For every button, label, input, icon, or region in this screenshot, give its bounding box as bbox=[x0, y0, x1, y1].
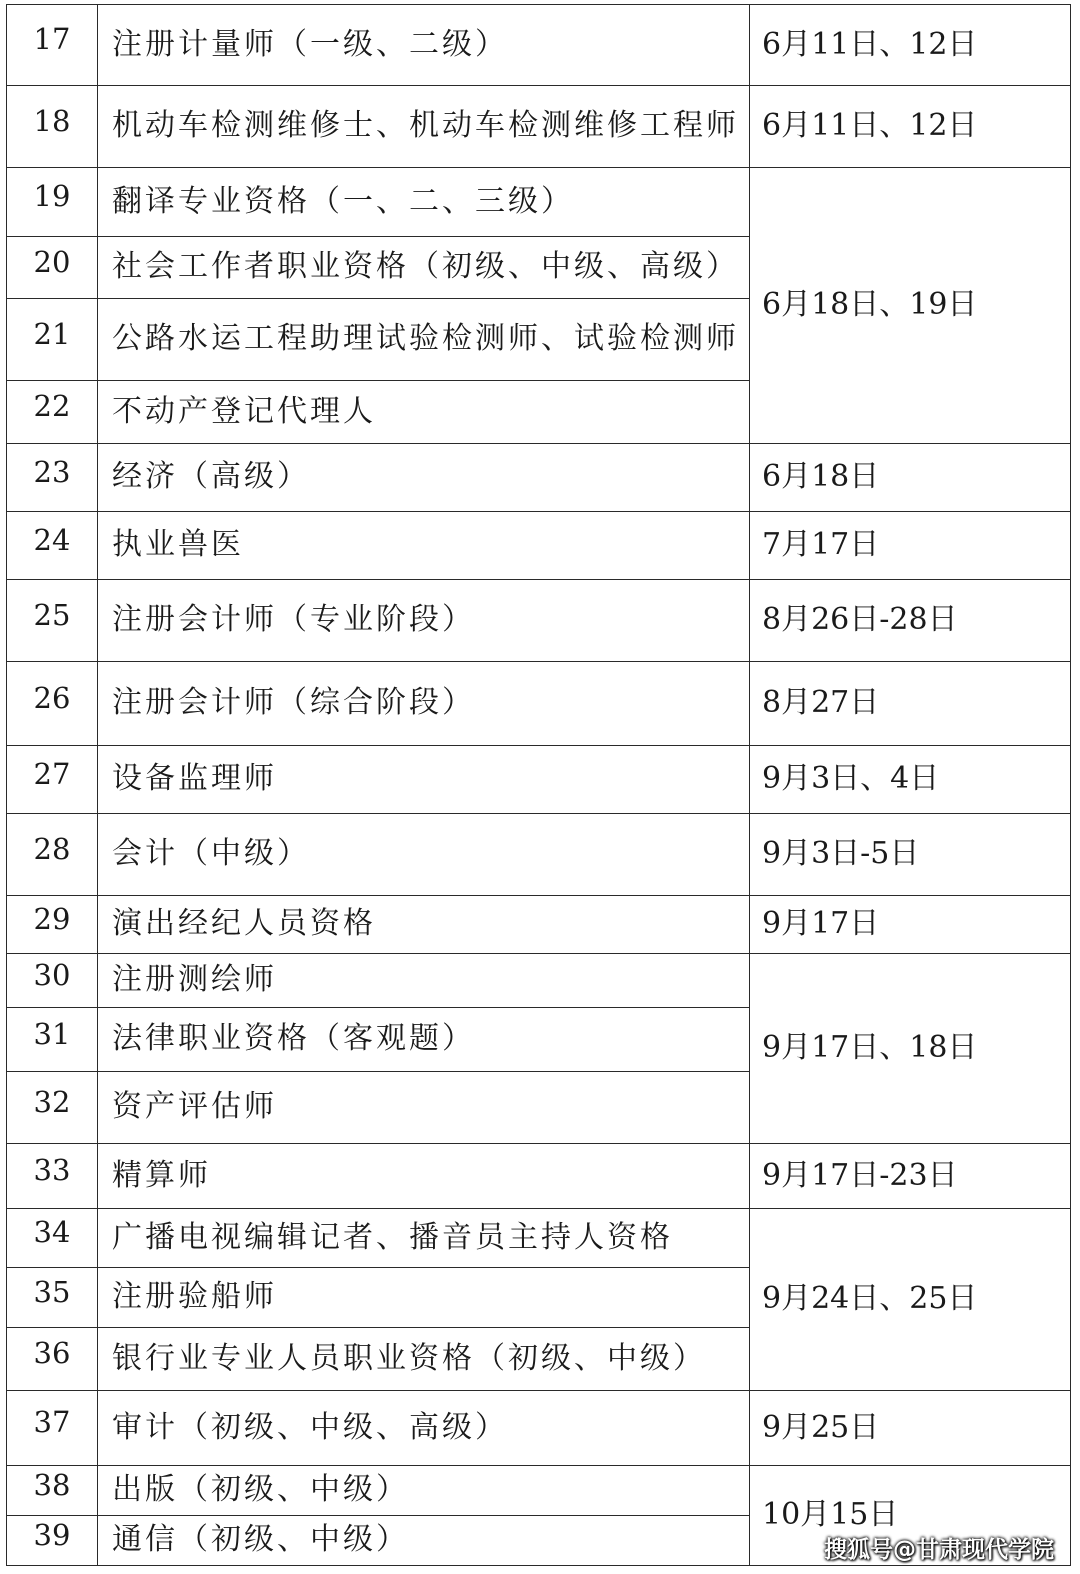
table-row bbox=[7, 1466, 1071, 1516]
table-row bbox=[7, 1391, 1071, 1466]
row-number: 17 bbox=[7, 5, 98, 86]
exam-date: 9月25日 bbox=[750, 1391, 1071, 1466]
row-number: 36 bbox=[7, 1328, 98, 1391]
row-number: 35 bbox=[7, 1268, 98, 1328]
row-number: 28 bbox=[7, 814, 98, 896]
exam-name: 资产评估师 bbox=[98, 1072, 750, 1144]
table-row bbox=[7, 896, 1071, 954]
table-row bbox=[7, 512, 1071, 580]
row-number: 18 bbox=[7, 86, 98, 168]
exam-name: 不动产登记代理人 bbox=[98, 381, 750, 444]
exam-name: 会计（中级） bbox=[98, 814, 750, 896]
exam-name: 经济（高级） bbox=[98, 444, 750, 512]
exam-name: 执业兽医 bbox=[98, 512, 750, 580]
table-row bbox=[7, 814, 1071, 896]
table-row bbox=[7, 580, 1071, 662]
row-number: 19 bbox=[7, 168, 98, 237]
exam-date: 10月15日 bbox=[750, 1466, 1071, 1566]
exam-name: 设备监理师 bbox=[98, 746, 750, 814]
row-number: 25 bbox=[7, 580, 98, 662]
exam-name: 精算师 bbox=[98, 1144, 750, 1209]
table-body bbox=[7, 5, 1071, 1566]
exam-name: 演出经纪人员资格 bbox=[98, 896, 750, 954]
row-number: 22 bbox=[7, 381, 98, 444]
table-row bbox=[7, 444, 1071, 512]
table-row bbox=[7, 168, 1071, 237]
exam-date: 8月27日 bbox=[750, 662, 1071, 746]
exam-name: 注册会计师（综合阶段） bbox=[98, 662, 750, 746]
row-number: 29 bbox=[7, 896, 98, 954]
exam-date: 9月17日 bbox=[750, 896, 1071, 954]
exam-date: 6月11日、12日 bbox=[750, 86, 1071, 168]
exam-date: 9月24日、25日 bbox=[750, 1209, 1071, 1391]
row-number: 39 bbox=[7, 1516, 98, 1566]
exam-date: 6月18日、19日 bbox=[750, 168, 1071, 444]
exam-name: 广播电视编辑记者、播音员主持人资格 bbox=[98, 1209, 750, 1268]
exam-date: 9月3日-5日 bbox=[750, 814, 1071, 896]
table-row bbox=[7, 86, 1071, 168]
row-number: 21 bbox=[7, 299, 98, 381]
table-row bbox=[7, 5, 1071, 86]
row-number: 20 bbox=[7, 237, 98, 299]
exam-date: 7月17日 bbox=[750, 512, 1071, 580]
exam-name: 公路水运工程助理试验检测师、试验检测师 bbox=[98, 299, 750, 381]
table-row bbox=[7, 662, 1071, 746]
row-number: 38 bbox=[7, 1466, 98, 1516]
exam-date: 9月17日-23日 bbox=[750, 1144, 1071, 1209]
row-number: 24 bbox=[7, 512, 98, 580]
row-number: 37 bbox=[7, 1391, 98, 1466]
exam-date: 6月11日、12日 bbox=[750, 5, 1071, 86]
exam-name: 注册会计师（专业阶段） bbox=[98, 580, 750, 662]
row-number: 26 bbox=[7, 662, 98, 746]
exam-schedule-table bbox=[6, 4, 1071, 1566]
exam-date: 9月17日、18日 bbox=[750, 954, 1071, 1144]
table-row bbox=[7, 746, 1071, 814]
row-number: 23 bbox=[7, 444, 98, 512]
row-number: 34 bbox=[7, 1209, 98, 1268]
exam-name: 法律职业资格（客观题） bbox=[98, 1008, 750, 1072]
row-number: 31 bbox=[7, 1008, 98, 1072]
row-number: 27 bbox=[7, 746, 98, 814]
exam-name: 注册验船师 bbox=[98, 1268, 750, 1328]
exam-date: 9月3日、4日 bbox=[750, 746, 1071, 814]
row-number: 33 bbox=[7, 1144, 98, 1209]
watermark: 搜狐号@甘肃现代学院 bbox=[824, 1537, 1054, 1563]
exam-name: 社会工作者职业资格（初级、中级、高级） bbox=[98, 237, 750, 299]
exam-date: 6月18日 bbox=[750, 444, 1071, 512]
exam-name: 翻译专业资格（一、二、三级） bbox=[98, 168, 750, 237]
exam-date: 8月26日-28日 bbox=[750, 580, 1071, 662]
exam-name: 出版（初级、中级） bbox=[98, 1466, 750, 1516]
exam-name: 银行业专业人员职业资格（初级、中级） bbox=[98, 1328, 750, 1391]
table-row bbox=[7, 1209, 1071, 1268]
table-row bbox=[7, 954, 1071, 1008]
exam-name: 注册测绘师 bbox=[98, 954, 750, 1008]
exam-name: 机动车检测维修士、机动车检测维修工程师 bbox=[98, 86, 750, 168]
row-number: 30 bbox=[7, 954, 98, 1008]
row-number: 32 bbox=[7, 1072, 98, 1144]
exam-name: 通信（初级、中级） bbox=[98, 1516, 750, 1566]
exam-name: 审计（初级、中级、高级） bbox=[98, 1391, 750, 1466]
table-row bbox=[7, 1144, 1071, 1209]
exam-name: 注册计量师（一级、二级） bbox=[98, 5, 750, 86]
